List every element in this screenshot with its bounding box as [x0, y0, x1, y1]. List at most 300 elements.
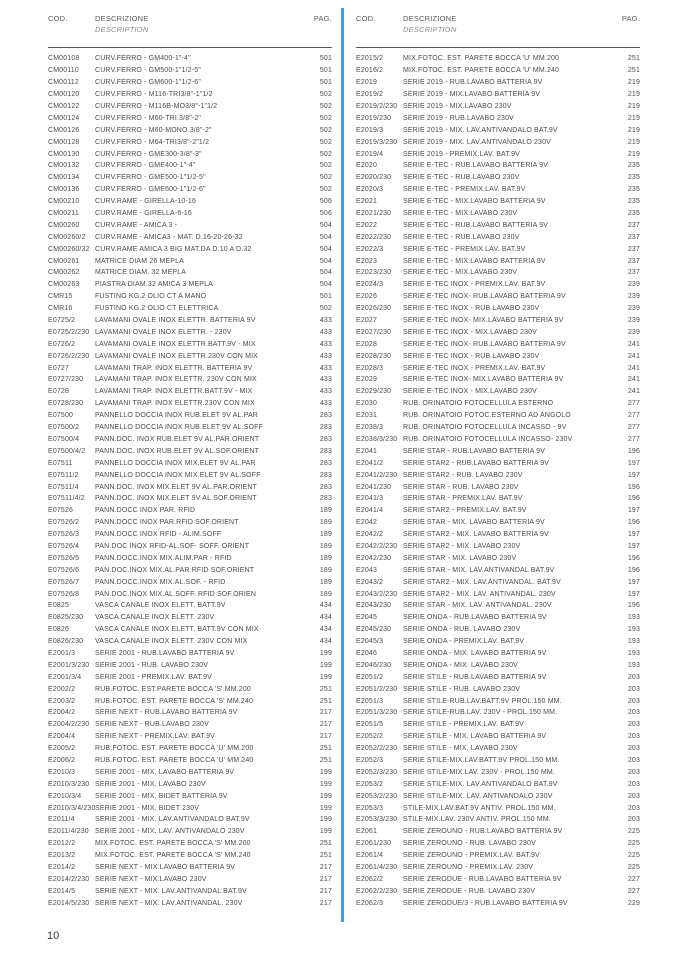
- header-descrizione-label: DESCRIZIONE: [403, 14, 457, 23]
- table-row: [48, 231, 332, 243]
- product-code: E2041: [356, 447, 377, 455]
- page-ref: 203: [627, 780, 640, 788]
- table-row: [356, 838, 640, 850]
- table-row: [356, 410, 640, 422]
- product-description: LAVAMANI OVALE INOX ELETTR.BATT.9V - MIX: [95, 340, 256, 348]
- product-code: E2003/2: [48, 697, 76, 705]
- product-code: E2045/3: [356, 638, 384, 646]
- product-code: E0725/2/230: [48, 328, 90, 336]
- table-row: [48, 600, 332, 612]
- product-code: CM00134: [48, 174, 80, 182]
- product-description: STILE-MIX.LAV.BAT.9V ANTIV. PROL.150 MM.: [403, 804, 556, 812]
- product-code: E0825: [48, 602, 69, 610]
- table-row: [48, 136, 332, 148]
- product-description: SERIE 2001 - RUB.LAVABO BATTERIA 9V: [95, 649, 235, 657]
- product-description: SERIE 2019 - RUB.LAVABO BATTERIA 9V: [403, 79, 543, 87]
- table-row: [48, 457, 332, 469]
- page-ref: 199: [319, 661, 332, 669]
- page-ref: 219: [627, 91, 640, 99]
- table-row: [48, 77, 332, 89]
- product-code: E2046: [356, 649, 377, 657]
- product-code: E0726/2/230: [48, 352, 90, 360]
- page-ref: 283: [319, 447, 332, 455]
- product-code: E2061/4/230: [356, 864, 398, 871]
- table-row: [356, 445, 640, 457]
- product-code: E07526/6: [48, 566, 80, 574]
- product-description: SERIE STAR - MIX. LAVABO 230V: [403, 554, 517, 562]
- product-description: SERIE STILE-RUB.LAV.BATT.9V PROL.150 MM.: [403, 697, 562, 705]
- page-ref: 277: [627, 412, 640, 420]
- product-code: E2010/3/4: [48, 792, 82, 800]
- product-code: E2051/5: [356, 721, 384, 729]
- page-ref: 502: [319, 126, 332, 134]
- product-code: CM00260/2: [48, 233, 86, 241]
- page-ref: 277: [627, 400, 640, 408]
- page-ref: 219: [627, 79, 640, 87]
- table-row: [48, 53, 332, 65]
- product-description: SERIE 2001 - RUB. LAVABO 230V: [95, 661, 209, 669]
- page-ref: 197: [627, 531, 640, 539]
- table-row: [356, 636, 640, 648]
- product-description: PANNELLO DOCCIA INOX RUB.ELET 9V AL.PAR: [95, 412, 259, 420]
- product-description: SERIE NEXT - MIX.LAVABO BATTERIA 9V: [95, 864, 236, 871]
- product-code: E07526/5: [48, 554, 80, 562]
- page-ref: 225: [627, 864, 640, 871]
- table-row: [48, 850, 332, 862]
- product-description: CURV.FERRO - GME400-1"-4": [95, 162, 196, 170]
- page-ref: 189: [319, 578, 332, 586]
- product-description: CURV.FERRO - M64-TRI3/8"-2"1/2: [95, 138, 210, 146]
- product-description: SERIE E-TEC - MIX.LAVABO 230V: [403, 269, 518, 277]
- page-ref: 237: [627, 233, 640, 241]
- table-row: [48, 386, 332, 398]
- product-code: E2053/3: [356, 804, 384, 812]
- product-code: E2019: [356, 79, 377, 87]
- page-ref: 277: [627, 435, 640, 443]
- page-ref: 235: [627, 174, 640, 182]
- table-row: [356, 790, 640, 802]
- product-code: E2014/2/230: [48, 875, 90, 883]
- product-description: CURV.FERRO - M60-MONO.3/8"-2": [95, 126, 212, 134]
- index-column-right: [356, 14, 640, 909]
- product-code: CMR15: [48, 293, 73, 301]
- table-row: [356, 802, 640, 814]
- product-code: CM00124: [48, 114, 80, 122]
- table-row: [48, 219, 332, 231]
- product-description: SERIE E-TEC INOX- MIX.LAVABO BATTERIA 9V: [403, 317, 564, 325]
- table-row: [356, 208, 640, 220]
- product-code: E2019/3/230: [356, 138, 398, 146]
- table-row: [356, 648, 640, 660]
- product-description: SERIE NEXT - PREMIX.LAV. BAT.9V: [95, 733, 215, 741]
- table-row: [356, 255, 640, 267]
- product-description: CURV.FERRO - GM500-1"1/2-5": [95, 67, 201, 75]
- product-description: PANN.DOCC INOX PAR. RFID: [95, 507, 196, 515]
- table-row: [356, 101, 640, 113]
- product-description: PANN.DOC. INOX MIX.ELET 9V AL.SOF.ORIENT: [95, 495, 257, 503]
- page-ref: 203: [627, 768, 640, 776]
- table-row: [48, 802, 332, 814]
- page-ref: 199: [319, 828, 332, 836]
- product-description: PANN.DOC. INOX RUB.ELET 9V AL.PAR.ORIENT: [95, 435, 260, 443]
- product-code: CM00130: [48, 150, 80, 158]
- product-code: E2052/3: [356, 756, 384, 764]
- table-row: [356, 136, 640, 148]
- page-ref: 251: [627, 67, 640, 75]
- product-description: SERIE STAR - RUB.LAVABO BATTERIA 9V: [403, 447, 546, 455]
- page-ref: 502: [319, 91, 332, 99]
- page-ref: 197: [627, 590, 640, 598]
- page-ref: 225: [627, 840, 640, 848]
- table-row: [48, 481, 332, 493]
- product-description: SERIE E-TEC - RUB.LAVABO 230V: [403, 174, 520, 182]
- product-description: SERIE E-TEC - PREMIX.LAV. BAT.9V: [403, 186, 526, 194]
- page-ref: 189: [319, 507, 332, 515]
- table-row: [356, 493, 640, 505]
- product-rows-right: [356, 48, 640, 909]
- product-code: E2020/230: [356, 174, 392, 182]
- product-code: E2052/3/230: [356, 768, 398, 776]
- page-ref: 501: [319, 67, 332, 75]
- table-row: [356, 53, 640, 65]
- table-row: [48, 338, 332, 350]
- product-code: E2042: [356, 519, 377, 527]
- page-ref: 504: [319, 221, 332, 229]
- page-ref: 504: [319, 233, 332, 241]
- page-ref: 193: [627, 638, 640, 646]
- table-row: [48, 552, 332, 564]
- product-code: E0725/2: [48, 317, 76, 325]
- page-ref: 199: [319, 780, 332, 788]
- table-row: [356, 184, 640, 196]
- table-row: [48, 172, 332, 184]
- product-description: SERIE E-TEC INOX - PREMIX.LAV. BAT.9V: [403, 364, 546, 372]
- table-row: [48, 350, 332, 362]
- product-code: E2020/3: [356, 186, 384, 194]
- product-description: PAN.DOC.INOX MIX.AL.PAR RFID SOF.ORIENT: [95, 566, 255, 574]
- table-row: [48, 326, 332, 338]
- product-description: SERIE E-TEC - RUB.LAVABO BATTERIA 9V: [403, 162, 549, 170]
- page-ref: 433: [319, 328, 332, 336]
- product-code: E2004/2/230: [48, 721, 90, 729]
- page-ref: 434: [319, 602, 332, 610]
- table-row: [48, 731, 332, 743]
- table-row: [48, 208, 332, 220]
- product-code: E2011/4/230: [48, 828, 89, 836]
- page-ref: 196: [627, 519, 640, 527]
- product-code: CMR16: [48, 305, 73, 313]
- product-code: E2046/230: [356, 661, 392, 669]
- product-code: E2053/2/230: [356, 792, 398, 800]
- product-description: SERIE 2001 - MIX. BIDET BATTERIA 9V: [95, 792, 228, 800]
- page-ref: 434: [319, 626, 332, 634]
- product-code: E2004/4: [48, 733, 76, 741]
- page-ref: 197: [627, 459, 640, 467]
- header-pag: PAG.: [313, 14, 332, 23]
- page-ref: 217: [319, 721, 332, 729]
- product-code: E2019/230: [356, 114, 392, 122]
- table-row: [356, 374, 640, 386]
- table-row: [48, 184, 332, 196]
- product-description: SERIE 2019 - MIX.LAVABO BATTERIA 9V: [403, 91, 541, 99]
- product-code: E2024/3: [356, 281, 384, 289]
- product-description: SERIE E-TEC - MIX.LAVABO BATTERIA 9V: [403, 198, 546, 206]
- product-description: SERIE NEXT - RUB.LAVABO BATTERIA 9V: [95, 709, 238, 717]
- page-ref: 189: [319, 590, 332, 598]
- table-row: [48, 766, 332, 778]
- product-code: CM00211: [48, 210, 79, 218]
- page-ref: 433: [319, 364, 332, 372]
- page-ref: 196: [627, 495, 640, 503]
- table-row: [48, 303, 332, 315]
- product-code: E07511/4/2: [48, 495, 85, 503]
- table-row: [356, 564, 640, 576]
- product-description: SERIE E-TEC - PREMIX.LAV. BAT.9V: [403, 245, 526, 253]
- product-description: LAVAMANI OVALE INOX ELETTR. - 230V: [95, 328, 232, 336]
- table-row: [356, 326, 640, 338]
- product-description: SERIE NEXT - RUB.LAVABO 230V: [95, 721, 209, 729]
- product-description: SERIE STAR - MIX. LAV.ANTIVANDAL BAT.9V: [403, 566, 555, 574]
- table-row: [48, 267, 332, 279]
- table-row: [48, 588, 332, 600]
- product-description: SERIE 2019 - MIX. LAV.ANTIVANDALO 230V: [403, 138, 551, 146]
- table-row: [356, 315, 640, 327]
- page-ref: 217: [319, 864, 332, 871]
- table-row: [356, 671, 640, 683]
- product-description: RUB. ORINATOIO FOTOCELLULA INCASSO - 9V: [403, 424, 567, 432]
- page-ref: 193: [627, 649, 640, 657]
- product-code: E07511: [48, 459, 73, 467]
- page-ref: 506: [319, 198, 332, 206]
- product-code: CM00260: [48, 221, 80, 229]
- product-code: E07526: [48, 507, 74, 515]
- page-ref: 251: [319, 840, 332, 848]
- product-code: E2019/4: [356, 150, 384, 158]
- table-row: [356, 588, 640, 600]
- table-row: [48, 469, 332, 481]
- page-ref: 189: [319, 554, 332, 562]
- page-ref: 196: [627, 447, 640, 455]
- table-row: [356, 505, 640, 517]
- table-row: [48, 148, 332, 160]
- page-ref: 502: [319, 186, 332, 194]
- page-ref: 193: [627, 614, 640, 622]
- product-description: SERIE STAR - RUB. LAVABO 230V: [403, 483, 519, 491]
- table-row: [356, 814, 640, 826]
- table-row: [48, 897, 332, 909]
- product-description: LAVAMANI TRAP. INOX ELETTR. BATTERIA 9V: [95, 364, 253, 372]
- page-ref: 501: [319, 79, 332, 87]
- product-description: STILE-MIX.LAV. 230V ANTIV. PROL.150 MM.: [403, 816, 551, 824]
- table-row: [356, 719, 640, 731]
- product-description: SERIE STILE-MIX. LAV. ANTIVANDALO 230V: [403, 792, 553, 800]
- product-code: CM00132: [48, 162, 80, 170]
- table-row: [48, 885, 332, 897]
- page-ref: 241: [627, 352, 640, 360]
- product-code: E2062/2: [356, 875, 384, 883]
- product-code: E2019/3: [356, 126, 384, 134]
- product-rows-left: [48, 48, 332, 909]
- table-row: [356, 362, 640, 374]
- table-row: [356, 541, 640, 553]
- table-row: [48, 659, 332, 671]
- product-description: PANN.DOCC INOX PAR.RFID SOF.ORIENT: [95, 519, 239, 527]
- product-description: SERIE E-TEC INOX- RUB.LAVABO BATTERIA 9V: [403, 293, 566, 301]
- table-row: [356, 457, 640, 469]
- product-code: CM00136: [48, 186, 80, 194]
- page-ref: 283: [319, 459, 332, 467]
- product-description: LAVAMANI TRAP. INOX ELETTR.230V CON MIX: [95, 400, 255, 408]
- product-description: SERIE STAR - MIX. LAVABO BATTERIA 9V: [403, 519, 545, 527]
- product-description: LAVAMANI TRAP. INOX ELETTR. 230V CON MIX: [95, 376, 257, 384]
- product-description: SERIE ZERODUE - RUB. LAVABO 230V: [403, 887, 536, 895]
- product-description: SERIE E-TEC INOX - MIX.LAVABO 230V: [403, 328, 537, 336]
- product-code: E2023/230: [356, 269, 392, 277]
- page-ref: 197: [627, 578, 640, 586]
- page-ref: 219: [627, 150, 640, 158]
- header-description-label: DESCRIPTION: [95, 25, 149, 34]
- page-ref: 501: [319, 55, 332, 63]
- product-description: SERIE NEXT - MIX. LAV.ANTIVANDAL BAT.9V: [95, 887, 247, 895]
- table-row: [356, 124, 640, 136]
- table-row: [48, 112, 332, 124]
- table-row: [48, 719, 332, 731]
- table-row: [356, 612, 640, 624]
- product-description: SERIE ZERODUE/3 - RUB.LAVABO BATTERIA 9V: [403, 899, 568, 907]
- page-ref: 237: [627, 221, 640, 229]
- table-row: [356, 683, 640, 695]
- page-ref: 199: [319, 792, 332, 800]
- page-ref: 189: [319, 566, 332, 574]
- product-code: E2041/2/230: [356, 471, 398, 479]
- page-ref: 502: [319, 138, 332, 146]
- page-ref: 277: [627, 424, 640, 432]
- product-code: CM00122: [48, 103, 80, 110]
- product-description: SERIE STAR2 - MIX. LAVABO BATTERIA 9V: [403, 531, 549, 539]
- page-ref: 239: [627, 305, 640, 313]
- page-ref: 203: [627, 685, 640, 693]
- page-ref: 203: [627, 745, 640, 753]
- product-description: VASCA CANALE INOX ELETT. BATT.9V CON MIX: [95, 626, 259, 634]
- product-code: CM00260/32: [48, 245, 90, 253]
- product-description: SERIE ONDA - PREMIX.LAV. BAT.9V: [403, 638, 525, 646]
- table-row: [356, 148, 640, 160]
- page-ref: 433: [319, 352, 332, 360]
- page-ref: 433: [319, 388, 332, 396]
- product-description: SERIE ZERODUE - RUB.LAVABO BATTERIA 9V: [403, 875, 562, 883]
- page-ref: 241: [627, 340, 640, 348]
- table-row: [48, 790, 332, 802]
- table-row: [356, 743, 640, 755]
- page-ref: 196: [627, 602, 640, 610]
- page-ref: 219: [627, 103, 640, 110]
- product-description: SERIE ZEROUNO - RUB. LAVABO 230V: [403, 840, 536, 848]
- product-description: SERIE STILE - RUB.LAVABO BATTERIA 9V: [403, 673, 547, 681]
- page-ref: 225: [627, 852, 640, 860]
- page-ref: 502: [319, 114, 332, 122]
- product-description: CURV.FERRO - GME500-1"1/2-5": [95, 174, 206, 182]
- page-ref: 283: [319, 412, 332, 420]
- product-description: SERIE E-TEC INOX - MIX.LAVABO 230V: [403, 388, 537, 396]
- header-description: [95, 14, 302, 34]
- product-description: SERIE ZEROUNO - PREMIX.LAV. BAT.9V: [403, 852, 540, 860]
- table-row: [48, 422, 332, 434]
- product-description: MATRICE DIAM. 32 MEPLA: [95, 269, 187, 277]
- product-code: E2053/2: [356, 780, 384, 788]
- product-description: MATRICE DIAM 26 MEPLA: [95, 257, 184, 265]
- product-code: E07526/3: [48, 531, 80, 539]
- product-description: SERIE E-TEC INOX- MIX.LAVABO BATTERIA 9V: [403, 376, 564, 384]
- product-code: E2052/2: [356, 733, 384, 741]
- table-row: [48, 683, 332, 695]
- product-code: E2030: [356, 400, 377, 408]
- product-code: E2043/230: [356, 602, 392, 610]
- product-code: E2023: [356, 257, 377, 265]
- product-description: PANN.DOC. INOX RUB.ELET 9V AL.SOF.ORIENT: [95, 447, 260, 455]
- table-row: [356, 624, 640, 636]
- table-row: [356, 481, 640, 493]
- table-row: [48, 124, 332, 136]
- product-code: E2045/230: [356, 626, 392, 634]
- product-code: CM00128: [48, 138, 80, 146]
- product-code: E2053/3/230: [356, 816, 398, 824]
- product-code: E07511/4: [48, 483, 79, 491]
- product-code: E2043/2: [356, 578, 384, 586]
- product-description: RUB. ORINATOIO FOTOC.ESTERNO AD ANGOLO: [403, 412, 571, 420]
- product-description: SERIE E-TEC - RUB.LAVABO BATTERIA 9V: [403, 221, 549, 229]
- product-description: SERIE ONDA - MIX. LAVABO 230V: [403, 661, 518, 669]
- product-code: E2042/2: [356, 531, 384, 539]
- table-row: [48, 101, 332, 113]
- product-description: FUSTINO KG.2 OLIO CT ELETTRICA: [95, 305, 219, 313]
- table-row: [356, 350, 640, 362]
- product-description: PANNELLO DOCCIA INOX MIX.ELET 9V AL.SOFF: [95, 471, 261, 479]
- product-code: E0727/230: [48, 376, 84, 384]
- table-row: [356, 65, 640, 77]
- page-ref: 189: [319, 519, 332, 527]
- page-ref: 217: [319, 887, 332, 895]
- product-code: E0728: [48, 388, 69, 396]
- page-ref: 225: [627, 828, 640, 836]
- product-code: E2029/230: [356, 388, 392, 396]
- table-row: [48, 778, 332, 790]
- page-ref: 283: [319, 483, 332, 491]
- product-code: E07500/2: [48, 424, 80, 432]
- product-description: SERIE 2001 - MIX. BIDET 230V: [95, 804, 200, 812]
- page-ref: 229: [627, 899, 640, 907]
- product-code: E2045: [356, 614, 377, 622]
- page-ref: 217: [319, 733, 332, 741]
- page-ref: 502: [319, 103, 332, 110]
- page-ref: 217: [319, 875, 332, 883]
- table-row: [48, 160, 332, 172]
- product-description: SERIE STAR - MIX. LAV. ANTIVANDAL. 230V: [403, 602, 552, 610]
- table-row: [356, 291, 640, 303]
- product-description: SERIE ONDA - RUB.LAVABO BATTERIA 9V: [403, 614, 547, 622]
- product-description: SERIE 2001 - MIX. LAVABO BATTERIA 9V: [95, 768, 235, 776]
- page-ref: 199: [319, 816, 332, 824]
- product-description: SERIE 2001 - MIX. LAVABO 230V: [95, 780, 206, 788]
- product-code: E2013/2: [48, 852, 76, 860]
- product-description: SERIE ONDA - MIX. LAVABO BATTERIA 9V: [403, 649, 547, 657]
- page-ref: 237: [627, 245, 640, 253]
- product-description: CURV.RAME - AMICA3 - MAT. D.16-20-26-32: [95, 233, 243, 241]
- table-row: [356, 279, 640, 291]
- product-code: E2022: [356, 221, 377, 229]
- product-description: PANN.DOCC.INOX MIX.ALIM.PAR - RFID: [95, 554, 232, 562]
- page-ref: 239: [627, 328, 640, 336]
- product-code: E0727: [48, 364, 69, 372]
